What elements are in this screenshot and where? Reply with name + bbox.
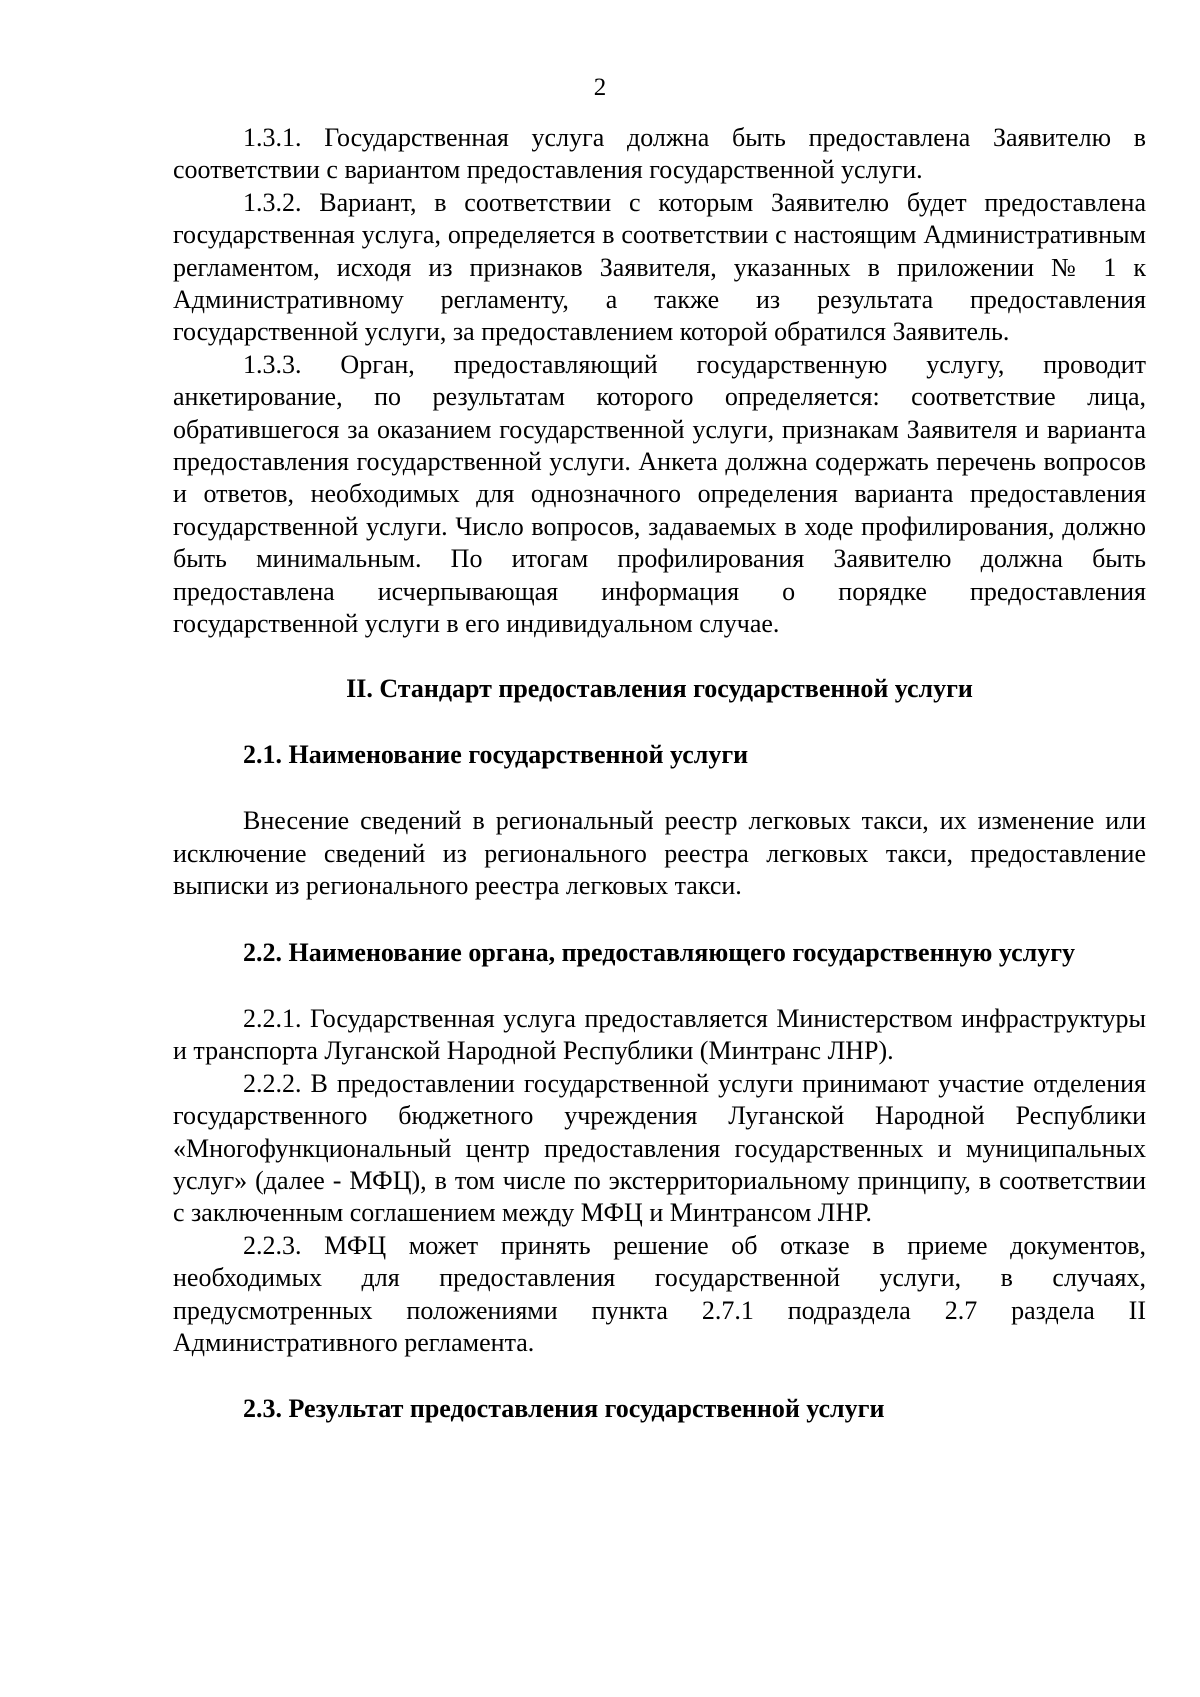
document-body <box>173 122 1146 1426</box>
subsection-2-1-title: 2.1. Наименование государственной услуги <box>243 739 749 769</box>
section-2-title: II. Стандарт предоставления государственной услуги <box>346 673 973 703</box>
paragraph-1-3-2: 1.3.2. Вариант, в соответствии с которым Заявителю будет предоставлена государственная услуга, определяется в соответствии с настоящим Административным регламентом, исходя из признаков Заявителя, указанных в приложении № 1 к Административному регламенту, а также из результата предоставления государственной услуги, за предоставлением которой обратился Заявитель. <box>173 187 1146 347</box>
paragraph-1-3-1: 1.3.1. Государственная услуга должна быть предоставлена Заявителю в соответствии с вариантом предоставления государственной услуги. <box>173 123 1146 185</box>
paragraph-2-2-2: 2.2.2. В предоставлении государственной услуги принимают участие отделения государственного бюджетного учреждения Луганской Народной Республики «Многофункциональный центр предоставления государственных и муниципальных услуг» (далее - МФЦ), в том числе по экстерриториальному принципу, в соответствии с заключенным соглашением между МФЦ и Минтрансом ЛНР. <box>173 1068 1146 1228</box>
paragraph-2-1: Внесение сведений в региональный реестр легковых такси, их изменение или исключение сведений из регионального реестра легковых такси, предоставление выписки из регионального реестра легковых такси. <box>173 806 1146 901</box>
paragraph-2-2-1: 2.2.1. Государственная услуга предоставляется Министерством инфраструктуры и транспорта Луганской Народной Республики (Минтранс ЛНР). <box>173 1003 1146 1066</box>
paragraph-1-3-3: 1.3.3. Орган, предоставляющий государственную услугу, проводит анкетирование, по результатам которого определяется: соответствие лица, обратившегося за оказанием государственной услуги, признакам Заявителя и варианта предоставления государственной услуги. Анкета должна содержать перечень вопросов и ответов, необходимых для однозначного определения варианта предоставления государственной услуги. Число вопросов, задаваемых в ходе профилирования, должно быть минимальным. По итогам профилирования Заявителю должна быть предоставлена исчерпывающая информация о порядке предоставления государственной услуги в его индивидуальном случае. <box>173 349 1146 639</box>
paragraph-2-2-3: 2.2.3. МФЦ может принять решение об отказе в приеме документов, необходимых для предоставления государственной услуги, в случаях, предусмотренных положениями пункта 2.7.1 подраздела 2.7 раздела II Административного регламента. <box>173 1230 1146 1357</box>
subsection-2-3-title: 2.3. Результат предоставления государственной услуги <box>243 1394 885 1424</box>
subsection-2-2-title: 2.2. Наименование органа, предоставляющего государственную услугу <box>243 937 1076 967</box>
page-number: 2 <box>593 74 607 101</box>
